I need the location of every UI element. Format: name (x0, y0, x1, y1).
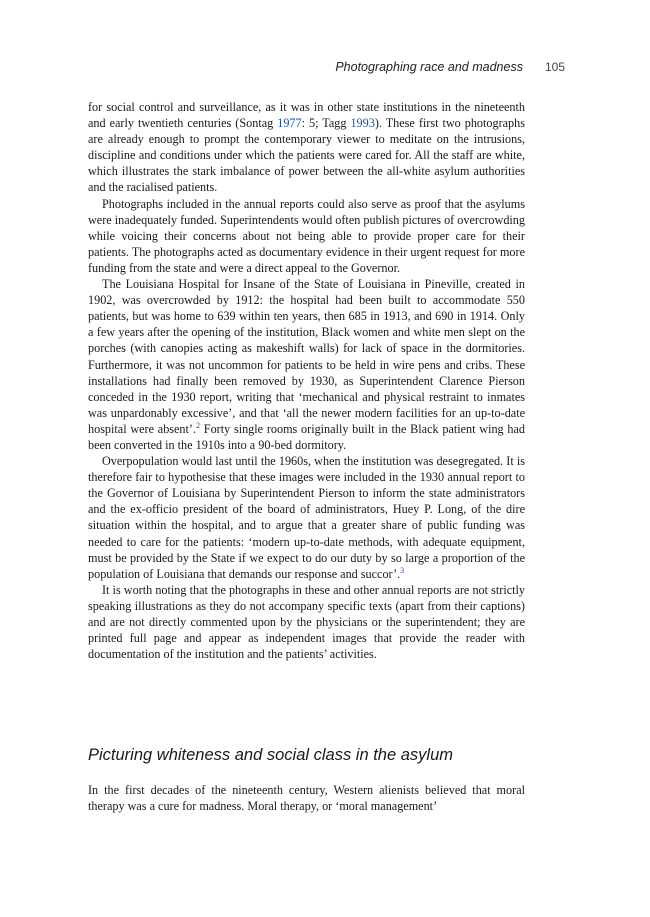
section-text (88, 782, 525, 814)
paragraph-4 (88, 453, 525, 582)
paragraph-3 (88, 276, 525, 453)
body-text (88, 99, 525, 662)
paragraph-3-tail: Forty single rooms originally built in the Black patient wing had been converted in the 1910s into a 90-bed dormitory. (88, 421, 525, 452)
paragraph-5: It is worth noting that the photographs in these and other annual reports are not strictly speaking illustrations as they do not accompany specific texts (apart from their captions) and are not directly commented upon by the physicians or the superintendent; they are printed full page and appear as independent images that provide the reader with documentation of the institution and the patients’ activities. (88, 582, 525, 662)
page-number: 105 (544, 60, 565, 74)
paragraph-1-text-a: for social control and surveillance, as it was in other state institutions in the nineteenth and early twentieth centuries (Sontag (88, 100, 525, 131)
paragraph-1 (88, 99, 525, 196)
running-title: Photographing race and madness (335, 60, 523, 74)
section-paragraph-1: In the first decades of the nineteenth century, Western alienists believed that moral therapy was a cure for madness. Moral therapy, or ‘moral management’ (88, 783, 525, 814)
paragraph-1-text-b: : 5; Tagg (301, 116, 351, 131)
footnote-link-3[interactable]: 3 (400, 565, 405, 575)
citation-link-tagg-1993[interactable]: 1993 (350, 116, 375, 131)
running-head (88, 60, 565, 80)
paragraph-1-text-c: ). These first two photographs are already enough to prompt the contemporary viewer to meditate on the intrusions, discipline and conditions under which the patients were cared for. All the staff are white, which illustrates the stark imbalance of power between the all-white asylum authorities and the racialised patients. (88, 116, 525, 195)
paragraph-2: Photographs included in the annual reports could also serve as proof that the asylums were inadequately funded. Superintendents would often publish pictures of overcrowding while voicing their concerns about not being able to provide proper care for their patients. The photographs acted as documentary evidence in their urgent request for more funding from the state and were a direct appeal to the Governor. (88, 196, 525, 275)
paragraph-3-text: The Louisiana Hospital for Insane of the State of Louisiana in Pineville, created in 1902, was overcrowded by 1912: the hospital had been built to accommodate 550 patients, but was home to 639 within ten years, then 685 in 1913, and 690 in 1914. Only a few years after the opening of the institution, Black women and white men slept on the porches (with canopies acting as makeshift walls) for lack of space in the dormitories. Furthermore, it was not uncommon for patients to be held in wire pens and cribs. These installations had finally been removed by 1930, as Superintendent Clarence Pierson conceded in the 1930 report, writing that ‘mechanical and physical restraint to inmates was unpardonably excessive’, and that ‘all the newer modern facilities for an up-to-date hospital were absent’. (88, 277, 525, 436)
footnote-link-2[interactable]: 2 (196, 420, 201, 430)
paragraph-4-text: Overpopulation would last until the 1960s, when the institution was desegregated. It is therefore fair to hypothesise that these images were included in the 1930 annual report to the Governor of Louisiana by Superintendent Pierson to inform the state administrators and the ex-officio president of the board of administrators, Huey P. Long, of the dire situation within the hospital, and to argue that a greater share of public funding was needed to care for the patients: ‘modern up-to-date methods, with adequate equipment, must be provided by the State if we expect to do our duty by so large a proportion of the population of Louisiana that demands our response and succor’. (88, 454, 525, 581)
section-heading: Picturing whiteness and social class in the asylum (88, 746, 454, 764)
citation-link-sontag-1977[interactable]: 1977 (277, 116, 302, 131)
